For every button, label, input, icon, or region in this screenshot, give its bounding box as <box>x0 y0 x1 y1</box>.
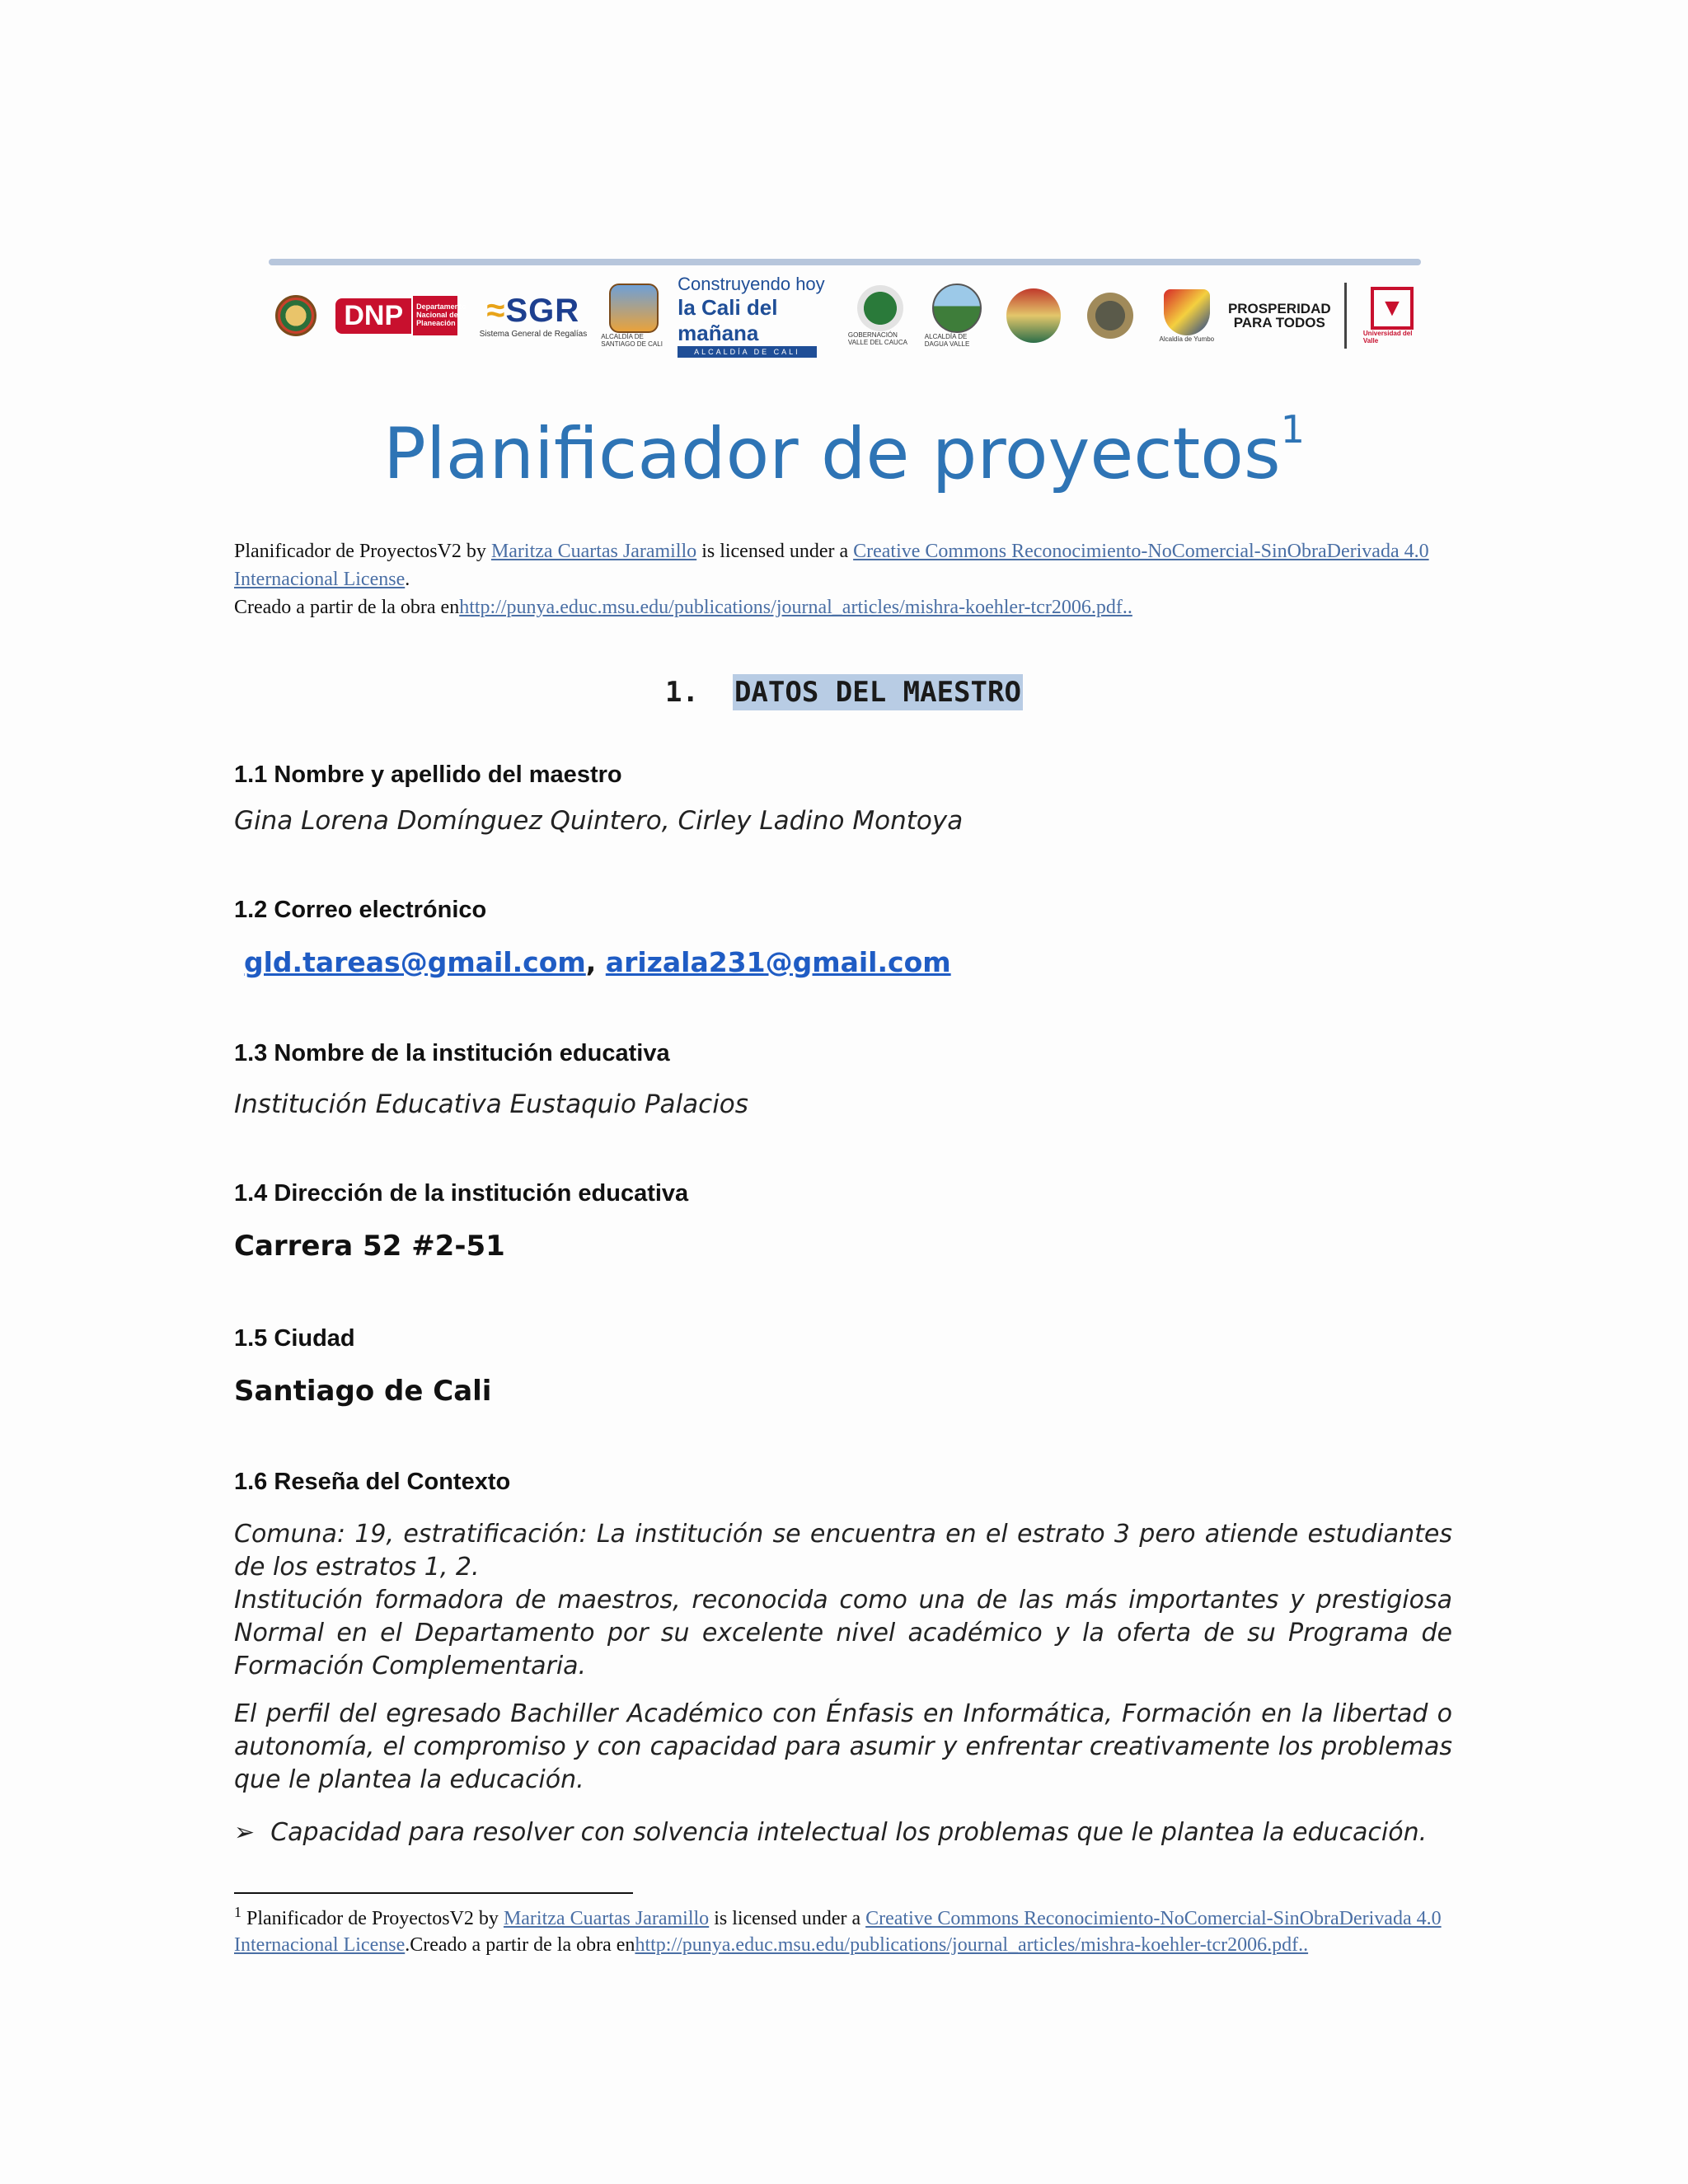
field-institution-label: 1.3 Nombre de la institución educativa <box>234 1040 670 1066</box>
dnp-logo: DNP Departamento Nacional de Planeación <box>328 293 466 339</box>
logo-banner <box>269 255 1421 358</box>
banner-rule <box>269 259 1421 265</box>
footnote-license-link[interactable]: Creative Commons Reconocimiento-NoComercial-SinObraDerivada 4.0 Internacional License <box>234 1908 1442 1956</box>
page-title-text: Planificador de proyectos <box>383 413 1281 495</box>
field-institution-value: Institución Educativa Eustaquio Palacios <box>234 1090 748 1119</box>
field-teacher-name-value: Gina Lorena Domínguez Quintero, Cirley Ladino Montoya <box>234 806 964 836</box>
cali-del-manana-logo: Construyendo hoy la Cali del mañana ALCALDÍA DE CALI <box>678 274 825 356</box>
alcaldia-cali-logo: ALCALDÍA DE SANTIAGO DE CALI <box>601 278 666 354</box>
footnote-separator <box>234 1892 633 1894</box>
section-title: DATOS DEL MAESTRO <box>734 676 1021 709</box>
context-paragraph-2: El perfil del egresado Bachiller Académico con Énfasis en Informática, Formación en la libertad o autonomía, el compromiso y con capacidad para asumir y enfrentar creativamente los problemas que le plantea la educación. <box>234 1699 1452 1794</box>
license-prefix: Planificador de ProyectosV2 by <box>234 541 491 562</box>
license-notice <box>234 537 1454 621</box>
email-separator: , <box>585 946 606 978</box>
title-footnote-ref[interactable]: 1 <box>1280 407 1305 452</box>
field-context-label: 1.6 Reseña del Contexto <box>234 1469 511 1495</box>
license-link[interactable]: Creative Commons Reconocimiento-NoComercial-SinObraDerivada 4.0 Internacional License <box>234 541 1429 590</box>
field-city-label: 1.5 Ciudad <box>234 1325 355 1352</box>
banner-divider <box>1344 283 1347 349</box>
field-teacher-name-label: 1.1 Nombre y apellido del maestro <box>234 762 622 788</box>
source-link[interactable]: http://punya.educ.msu.edu/publications/journal_articles/mishra-koehler-tcr2006.pdf.. <box>459 597 1132 618</box>
sgr-logo: ≈SGR Sistema General de Regalías <box>479 293 588 339</box>
bullet-arrow-icon: ➢ <box>234 1818 256 1847</box>
footnote-mark: 1 <box>234 1904 241 1920</box>
footnote-author-link[interactable]: Maritza Cuartas Jaramillo <box>503 1908 710 1929</box>
created-from-label: Creado a partir de la obra en <box>234 597 460 618</box>
section-number: 1. <box>665 676 699 709</box>
prosperidad-para-todos-logo: PROSPERIDAD PARA TODOS <box>1227 301 1331 330</box>
section-heading <box>0 676 1688 709</box>
license-period: . <box>405 569 410 590</box>
field-city-value: Santiago de Cali <box>234 1375 492 1408</box>
page-title <box>0 407 1688 495</box>
gobernacion-valle-logo: GOBERNACIÓN VALLE DEL CAUCA <box>848 278 913 354</box>
email-link-2[interactable]: arizala231@gmail.com <box>605 946 951 978</box>
footnote-mid: is licensed under a <box>709 1908 866 1929</box>
field-email-label: 1.2 Correo electrónico <box>234 897 487 923</box>
context-bullet-text: Capacidad para resolver con solvencia intelectual los problemas que le plantea la educación. <box>270 1818 1428 1847</box>
footnote <box>234 1899 1454 1958</box>
footnote-created-label: .Creado a partir de la obra en <box>405 1934 635 1956</box>
footnote-prefix: Planificador de ProyectosV2 by <box>241 1908 504 1929</box>
license-mid: is licensed under a <box>696 541 854 562</box>
field-address-label: 1.4 Dirección de la institución educativa <box>234 1180 689 1207</box>
context-bullet-item <box>234 1816 1452 1849</box>
field-address-value: Carrera 52 #2-51 <box>234 1230 505 1263</box>
universidad-del-valle-logo: ▼ Universidad del Valle <box>1363 283 1421 349</box>
alcaldia-yumbo-logo: Alcaldía de Yumbo <box>1154 278 1219 354</box>
context-p2-text: Institución formadora de maestros, reconocida como una de las más importantes y prestigiosa Normal en el Departamento por su excelente nivel académico y la oferta de su Programa de Formación Complementaria. <box>234 1586 1452 1680</box>
colombia-seal-logo <box>275 295 316 336</box>
context-paragraph-1 <box>234 1518 1452 1683</box>
footnote-source-link[interactable]: http://punya.educ.msu.edu/publications/journal_articles/mishra-koehler-tcr2006.pdf.. <box>635 1934 1309 1956</box>
author-link[interactable]: Maritza Cuartas Jaramillo <box>490 541 697 562</box>
municipal-crest-logo <box>1078 278 1143 354</box>
alcaldia-dagua-logo: ALCALDÍA DE DAGUA VALLE <box>925 278 990 354</box>
context-p1-text: Comuna: 19, estratificación: La institución se encuentra en el estrato 3 pero atiende estudiantes de los estratos 1, 2. <box>234 1520 1452 1582</box>
email-values <box>244 946 951 978</box>
email-link-1[interactable]: gld.tareas@gmail.com <box>244 946 586 978</box>
municipal-shield-logo <box>1001 278 1067 354</box>
